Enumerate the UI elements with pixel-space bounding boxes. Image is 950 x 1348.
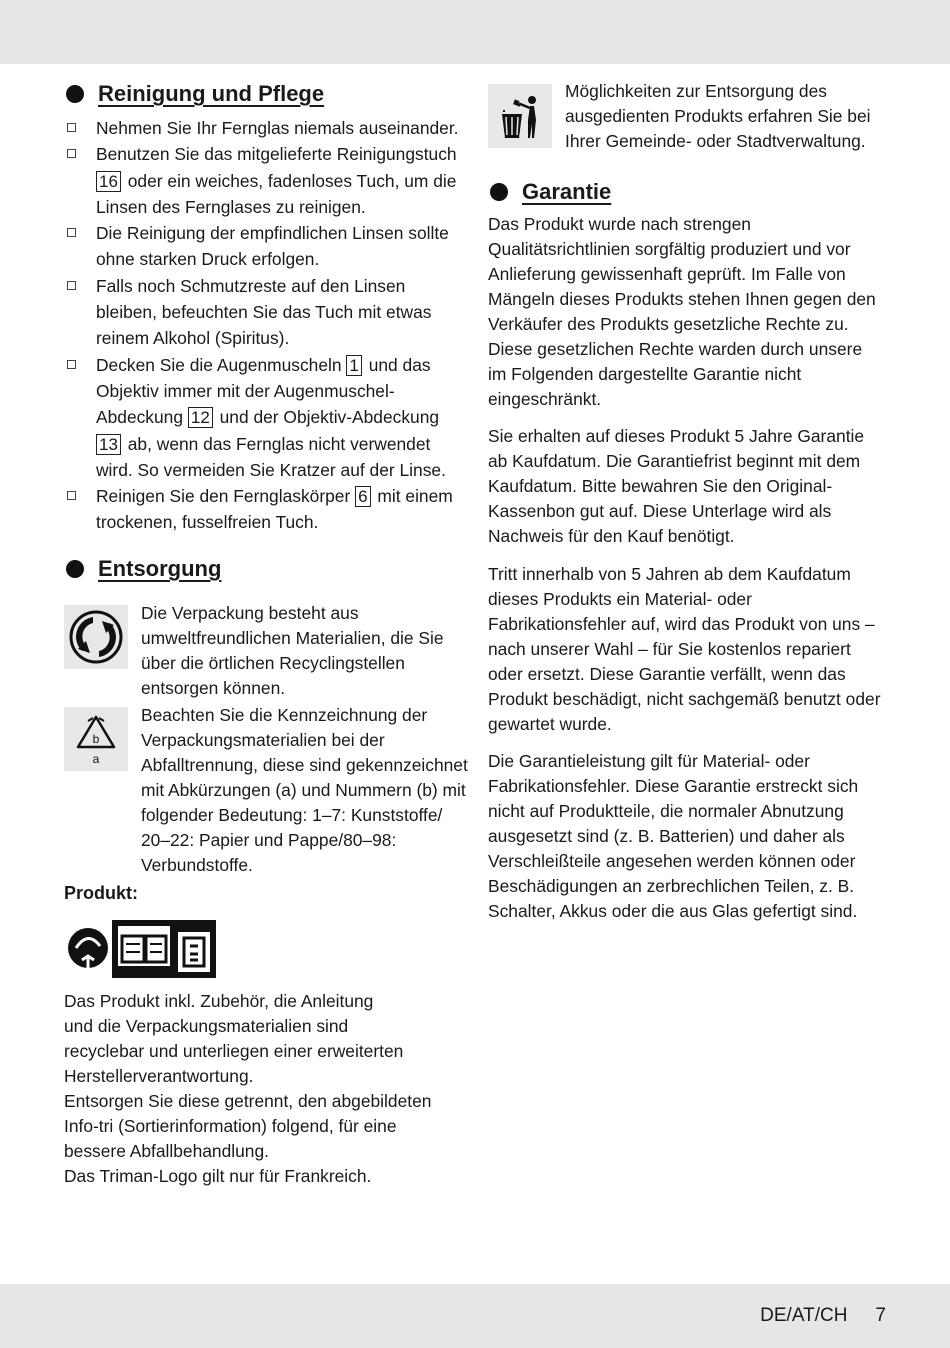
warranty-paragraph: Tritt innerhalb von 5 Jahren ab dem Kaufdatum dieses Produkts ein Material- oder Fabrikationsfehler auf, wird das Produkt von uns – nach unserer Wahl – für Sie kostenlos repariert oder ersetzt. Diese Garantie verfällt, wenn das Produkt beschädigt, nicht sachgemäß benutzt oder gewartet wurde. <box>488 564 881 734</box>
reference-number: 16 <box>96 171 121 192</box>
checkbox-square-icon <box>67 360 76 369</box>
list-item: Benutzen Sie das mitgelieferte Reinigungstuch 16 oder ein weiches, fadenloses Tuch, um die Linsen des Fernglases zu reinigen. <box>64 141 469 220</box>
list-item: Falls noch Schmutzreste auf den Linsen bleiben, befeuchten Sie das Tuch mit etwas reinem Alkohol (Spiritus). <box>64 273 469 352</box>
bullet-dot-icon <box>490 183 508 201</box>
page-footer <box>760 1305 886 1327</box>
warranty-paragraph: Das Produkt wurde nach strengen Qualitätsrichtlinien sorgfältig produziert und vor Anlieferung gewissenhaft geprüft. Im Falle von Mängeln dieses Produkts stehen Ihnen gegen den Verkäufer des Produkts gesetzliche Rechte zu. Diese gesetzlichen Rechte warden durch unsere im Folgenden dargestellte Garantie nicht eingeschränkt. <box>488 214 876 409</box>
list-item: Nehmen Sie Ihr Fernglas niemals auseinander. <box>64 115 469 141</box>
disposal-info-text: Möglichkeiten zur Entsorgung des ausgedienten Produkts erfahren Sie bei Ihrer Gemeinde- oder Stadtverwaltung. <box>565 81 871 151</box>
warranty-paragraph: Die Garantieleistung gilt für Material- oder Fabrikationsfehler. Diese Garantie erstreckt sich nicht auf Produktteile, die normaler Abnutzung ausgesetzt sind (z. B. Batterien) und daher als Verschleißteile angesehen werden können oder Beschädigungen an zerbrechlichen Teilen, z. B. Schalter, Akkus oder die aus Glas gefertigt sind. <box>488 751 859 921</box>
list-item: Decken Sie die Augenmuscheln 1 und das Objektiv immer mit der Augenmuschel-Abdeckung 12 und der Objektiv-Abdeckung 13 ab, wenn das Fernglas nicht verwendet wird. So vermeiden Sie Kratzer auf der Linse. <box>64 352 469 483</box>
triman-text: Das Produkt inkl. Zubehör, die Anleitung und die Verpackungsmaterialien sind recyclebar und unterliegen einer erweiterten Herstellerverantwortung. Entsorgen Sie diese getrennt, den abgebildeten Info-tri (Sortierinformation) folgend, für eine bessere Abfallbehandlung. Das Triman-Logo gilt nur für Frankreich. <box>64 991 432 1186</box>
reference-number: 6 <box>355 486 370 507</box>
trash-bin-icon <box>488 84 552 148</box>
bullet-dot-icon <box>66 85 84 103</box>
recycling-triangle-icon <box>64 707 128 771</box>
list-item: Die Reinigung der empfindlichen Linsen sollte ohne starken Druck erfolgen. <box>64 220 469 273</box>
section-heading-reinigung: Reinigung und Pflege <box>66 80 324 108</box>
checkbox-square-icon <box>67 123 76 132</box>
cleaning-list <box>64 115 469 536</box>
region-label: DE/AT/CH <box>760 1305 848 1326</box>
section-heading-garantie: Garantie <box>490 178 611 206</box>
reference-number: 1 <box>346 355 361 376</box>
warranty-paragraph: Sie erhalten auf dieses Produkt 5 Jahre Garantie ab Kaufdatum. Die Garantiefrist beginnt mit dem Kaufdatum. Bitte bewahren Sie den Original-Kassenbon gut auf. Diese Unterlage wird als Nachweis für den Kauf benötigt. <box>488 426 865 546</box>
recycle-code-b: b <box>92 732 100 746</box>
checkbox-square-icon <box>67 491 76 500</box>
reference-number: 13 <box>96 434 121 455</box>
product-label: Produkt: <box>64 883 138 903</box>
green-dot-recycling-icon <box>64 605 128 669</box>
checkbox-square-icon <box>67 281 76 290</box>
page-number: 7 <box>875 1305 886 1326</box>
recycle-code-a: a <box>92 752 100 766</box>
reference-number: 12 <box>188 407 213 428</box>
material-marking-text: Beachten Sie die Kennzeichnung der Verpackungsmaterialien bei der Abfalltrennung, diese sind gekennzeichnet mit Abkürzungen (a) und Nummern (b) mit folgender Bedeutung: 1–7: Kunststoffe/ 20–22: Papier und Pappe/80–98: Verbundstoffe. <box>141 705 468 875</box>
list-item: Reinigen Sie den Fernglaskörper 6 mit einem trockenen, fusselfreien Tuch. <box>64 483 469 536</box>
bullet-dot-icon <box>66 560 84 578</box>
checkbox-square-icon <box>67 149 76 158</box>
triman-logo-icon <box>66 916 218 980</box>
section-heading-entsorgung: Entsorgung <box>66 555 221 583</box>
packaging-text: Die Verpackung besteht aus umweltfreundlichen Materialien, die Sie über die örtlichen Recyclingstellen entsorgen können. <box>141 603 444 698</box>
checkbox-square-icon <box>67 228 76 237</box>
top-band <box>0 0 950 64</box>
